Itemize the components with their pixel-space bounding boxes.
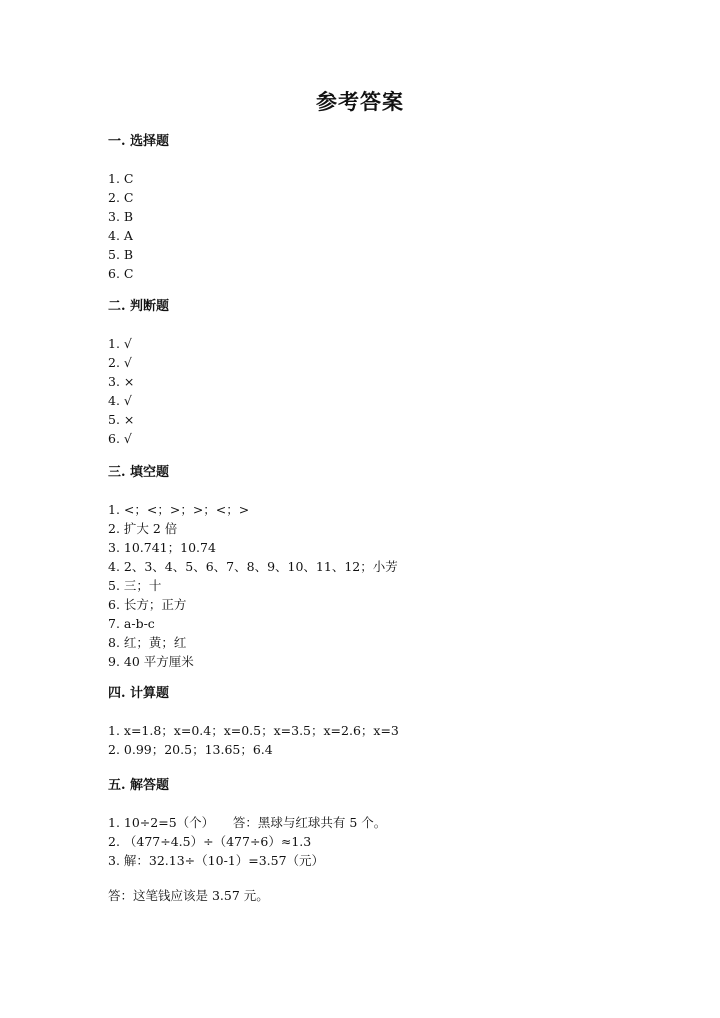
answer-item: 1. 10÷2=5（个） 答：黑球与红球共有 5 个。: [108, 815, 387, 830]
answer-item: 5. ×: [108, 412, 135, 427]
answer-list: [108, 721, 668, 759]
answer-item: 8. 红；黄；红: [108, 635, 187, 650]
answer-item: 3. 解：32.13÷（10-1）=3.57（元）: [108, 853, 325, 868]
answer-item: 6. √: [108, 431, 132, 446]
final-answer-note: 答：这笔钱应该是 3.57 元。: [108, 888, 269, 903]
answer-item: 2. （477÷4.5）÷（477÷6）≈1.3: [108, 834, 312, 849]
section-heading: 三. 填空题: [108, 465, 170, 480]
answer-item: 1. √: [108, 336, 132, 351]
page-title: 参考答案: [316, 89, 404, 114]
answer-list: [108, 334, 668, 448]
answer-item: 3. B: [108, 209, 134, 224]
answer-item: 2. √: [108, 355, 132, 370]
answer-item: 4. √: [108, 393, 132, 408]
answer-item: 6. C: [108, 266, 134, 281]
section-heading: 一. 选择题: [108, 134, 170, 149]
answer-item: 6. 长方；正方: [108, 597, 187, 612]
answer-list: [108, 169, 668, 283]
section-multiple-choice: [108, 132, 668, 283]
answer-item: 1. C: [108, 171, 134, 186]
answer-item: 2. 0.99；20.5；13.65；6.4: [108, 742, 273, 757]
section-fill-in-blank: [108, 463, 668, 671]
answer-list: [108, 813, 668, 870]
answer-item: 7. a-b-c: [108, 616, 155, 631]
answer-item: 3. 10.741；10.74: [108, 540, 216, 555]
answer-item: 2. 扩大 2 倍: [108, 521, 178, 536]
section-heading: 二. 判断题: [108, 299, 170, 314]
answer-item: 4. 2、3、4、5、6、7、8、9、10、11、12；小芳: [108, 559, 398, 574]
section-true-false: [108, 297, 668, 448]
answer-item: 2. C: [108, 190, 134, 205]
section-word-problems: [108, 776, 668, 870]
section-heading: 五. 解答题: [108, 778, 170, 793]
answer-item: 1. x=1.8；x=0.4；x=0.5；x=3.5；x=2.6；x=3: [108, 723, 399, 738]
answer-item: 5. B: [108, 247, 134, 262]
answer-item: 5. 三；十: [108, 578, 162, 593]
section-heading: 四. 计算题: [108, 686, 170, 701]
answer-item: 4. A: [108, 228, 133, 243]
section-calculation: [108, 684, 668, 759]
answer-item: 1. <；<；>；>；<；>: [108, 502, 250, 517]
answer-item: 9. 40 平方厘米: [108, 654, 194, 669]
answer-item: 3. ×: [108, 374, 135, 389]
answer-list: [108, 500, 668, 671]
